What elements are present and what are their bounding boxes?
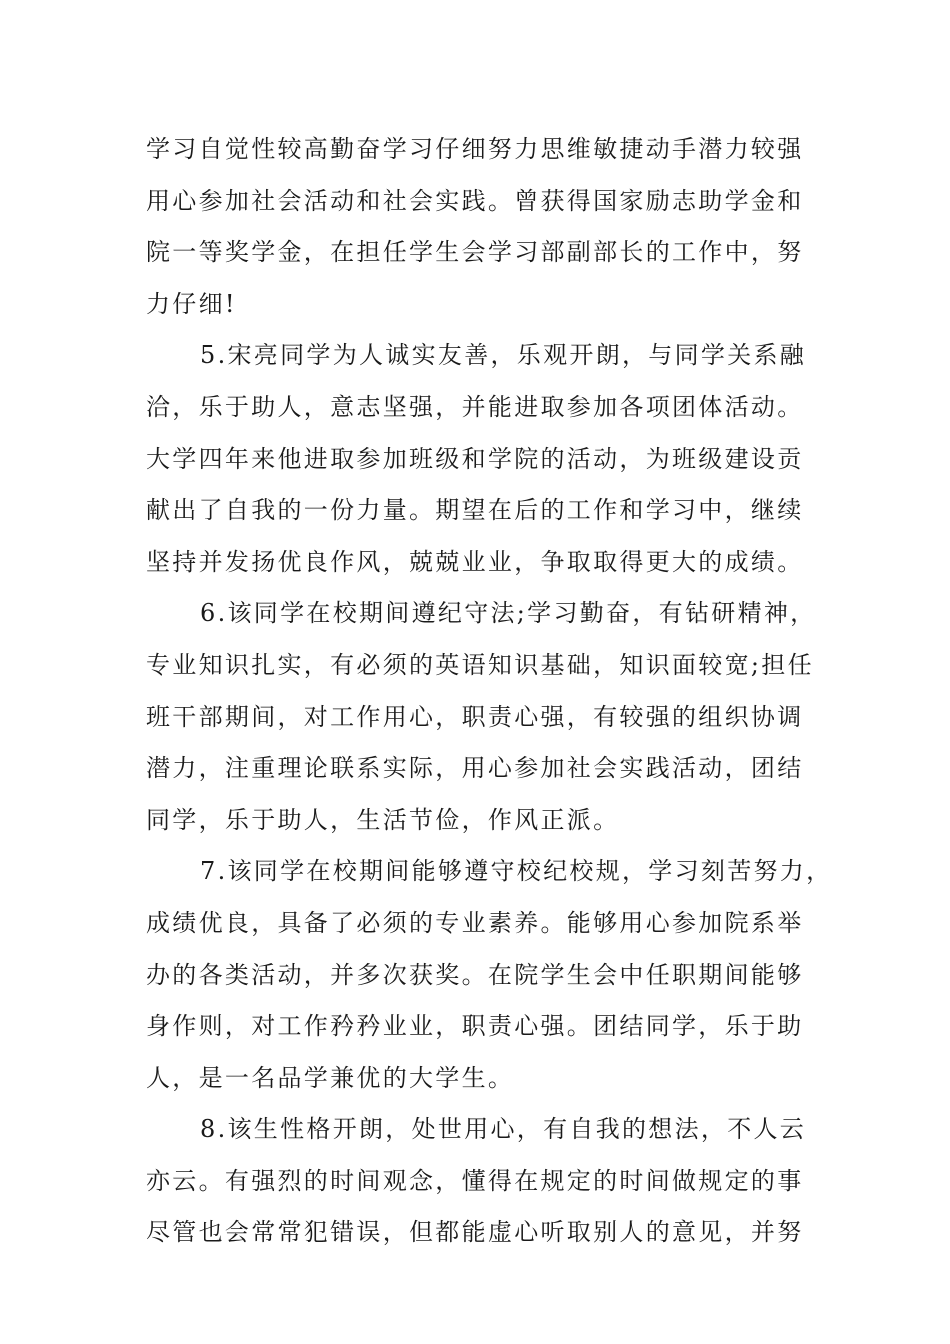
paragraph-7 <box>146 846 836 1104</box>
text-line: 亦云。有强烈的时间观念，懂得在规定的时间做规定的事 <box>146 1166 804 1195</box>
paragraph-5 <box>146 330 836 588</box>
text-line: 身作则，对工作矜矜业业，职责心强。团结同学，乐于助 <box>146 1012 804 1041</box>
text-line: 成绩优良，具备了必须的专业素养。能够用心参加院系举 <box>146 908 804 937</box>
text-line: 大学四年来他进取参加班级和学院的活动，为班级建设贡 <box>146 444 804 473</box>
text-line: 6.该同学在校期间遵纪守法;学习勤奋，有钻研精神， <box>200 599 817 628</box>
text-line: 专业知识扎实，有必须的英语知识基础，知识面较宽;担任 <box>146 650 814 679</box>
text-line: 献出了自我的一份力量。期望在后的工作和学习中，继续 <box>146 496 804 525</box>
paragraph-6 <box>146 588 836 846</box>
text-line: 学习自觉性较高勤奋学习仔细努力思维敏捷动手潜力较强 <box>146 135 804 163</box>
text-line: 同学，乐于助人，生活节俭，作风正派。 <box>146 805 620 834</box>
paragraph-8 <box>146 1104 836 1259</box>
document-body <box>146 124 836 1259</box>
text-line: 7.该同学在校期间能够遵守校纪校规，学习刻苦努力， <box>200 857 833 886</box>
text-line: 潜力，注重理论联系实际，用心参加社会实践活动，团结 <box>146 754 804 783</box>
text-line: 院一等奖学金，在担任学生会学习部副部长的工作中，努 <box>146 238 804 267</box>
text-line: 洽，乐于助人，意志坚强，并能进取参加各项团体活动。 <box>146 392 804 421</box>
text-line: 尽管也会常常犯错误，但都能虚心听取别人的意见，并努 <box>146 1218 804 1247</box>
text-line: 8.该生性格开朗，处世用心，有自我的想法，不人云 <box>200 1115 807 1144</box>
text-line: 用心参加社会活动和社会实践。曾获得国家励志助学金和 <box>146 186 804 215</box>
text-line: 人，是一名品学兼优的大学生。 <box>146 1063 515 1092</box>
text-line: 坚持并发扬优良作风，兢兢业业，争取取得更大的成绩。 <box>146 547 804 576</box>
paragraph-4-continued <box>146 124 836 330</box>
text-line: 力仔细! <box>146 289 237 318</box>
text-line: 办的各类活动，并多次获奖。在院学生会中任职期间能够 <box>146 960 804 989</box>
text-line: 班干部期间，对工作用心，职责心强，有较强的组织协调 <box>146 702 804 731</box>
text-line: 5.宋亮同学为人诚实友善，乐观开朗，与同学关系融 <box>200 341 807 370</box>
